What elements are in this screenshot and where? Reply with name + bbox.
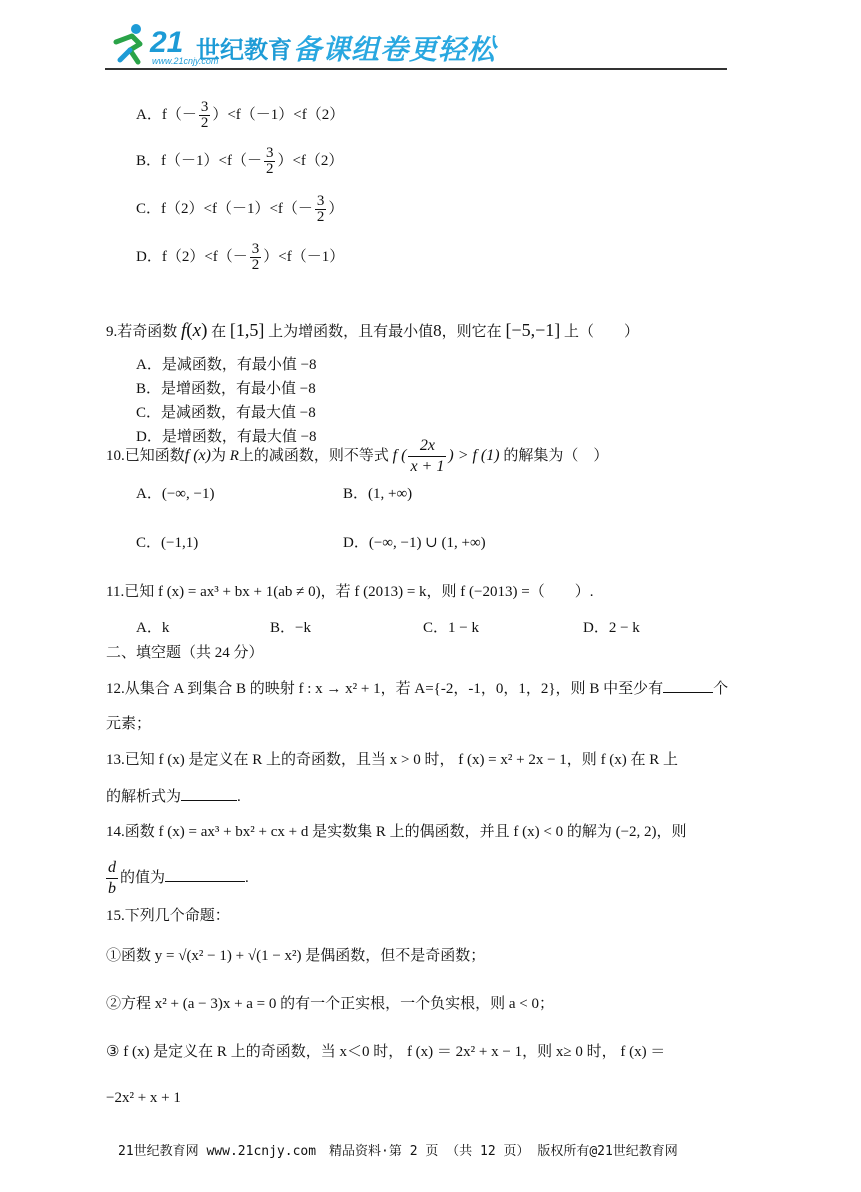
q10-stem: 10.已知函数f (x)为 R上的减函数，则不等式 f ( $\frac{2x}{x + 1}$ ) > f (1) 的解集为（ ） bbox=[106, 437, 609, 476]
section-heading: 二、填空题（共 24 分） bbox=[106, 645, 264, 661]
q9-option-c: C．是减函数，有最大值 −8 bbox=[136, 405, 316, 421]
q12-line2: 元素； bbox=[106, 716, 152, 732]
q11-stem: 11.已知 f (x) = ax³ + bx + 1(ab ≠ 0)，若 f (2013) = k，则 f (−2013) =（ ）. bbox=[106, 584, 594, 600]
runner-logo-icon bbox=[108, 22, 150, 66]
q13-line2: 的解析式为 . bbox=[106, 786, 241, 807]
fraction: $\frac{3}{2}$ bbox=[200, 99, 209, 131]
q9-option-b: B．是增函数，有最小值 −8 bbox=[136, 381, 316, 397]
q11-option-a: A．k bbox=[136, 620, 170, 636]
q9-option-a: A．是减函数，有最小值 −8 bbox=[136, 357, 317, 373]
header-slogan: 备课组卷更轻松 bbox=[293, 33, 497, 66]
q15-item-2: ②方程 x² + (a − 3)x + a = 0 的有一个正实根，一个负实根，则 a < 0； bbox=[106, 996, 555, 1012]
q15-item-1: ①函数 y = √(x² − 1) + √(1 − x²) 是偶函数，但不是奇函数； bbox=[106, 948, 486, 964]
fraction: $\frac{2x}{x + 1}$ bbox=[410, 437, 445, 476]
answer-blank[interactable] bbox=[165, 867, 245, 882]
q13-line1: 13.已知 f (x) 是定义在 R 上的奇函数，且当 x > 0 时， f (x) = x² + 2x − 1，则 f (x) 在 R 上 bbox=[106, 752, 679, 768]
q8-option-a: A．f（－ $\frac{3}{2}$ ）<f（－1）<f（2） bbox=[136, 99, 345, 131]
logo-text: 世纪教育 bbox=[196, 36, 292, 64]
q14-line2: $\frac{d}{b}$ 的值为 . bbox=[108, 859, 249, 898]
q10-option-d: D．(−∞, −1) ∪ (1, +∞) bbox=[343, 535, 486, 551]
logo-number: 21 bbox=[150, 26, 184, 59]
fraction: $\frac{3}{2}$ bbox=[251, 241, 260, 273]
page-footer: 21世纪教育网 www.21cnjy.com 精品资料·第 2 页 （共 12 页） 版权所有@21世纪教育网 bbox=[118, 1144, 678, 1159]
q9-stem: 9.若奇函数 f(x) 在 [1,5] 上为增函数，且有最小值8，则它在 [−5,−1] 上（ ） bbox=[106, 320, 639, 341]
q10-option-c: C．(−1,1) bbox=[136, 535, 199, 551]
q8-option-d: D．f（2）<f（－ $\frac{3}{2}$ ）<f（－1） bbox=[136, 241, 345, 273]
fraction: $\frac{d}{b}$ bbox=[108, 859, 116, 898]
fraction: $\frac{3}{2}$ bbox=[265, 145, 274, 177]
header-divider bbox=[105, 68, 727, 70]
q15-item-3-cont: −2x² + x + 1 bbox=[106, 1090, 181, 1106]
q10-option-b: B．(1, +∞) bbox=[343, 486, 413, 502]
q15-stem: 15.下列几个命题： bbox=[106, 908, 230, 924]
q8-option-b: B．f（－1）<f（－ $\frac{3}{2}$ ）<f（2） bbox=[136, 145, 344, 177]
q11-option-c: C．1 − k bbox=[423, 620, 479, 636]
q15-item-3: ③ f (x) 是定义在 R 上的奇函数，当 x＜0 时， f (x) ＝ 2x² + x − 1，则 x≥ 0 时， f (x) ＝ bbox=[106, 1044, 666, 1060]
logo-url[interactable]: www.21cnjy.com bbox=[152, 56, 219, 66]
q10-option-a: A．(−∞, −1) bbox=[136, 486, 215, 502]
q12-line1: 12.从集合 A 到集合 B 的映射 f : x → x² + 1，若 A={-2，-1，0，1，2}，则 B 中至少有 个 bbox=[106, 678, 728, 699]
q8-option-c: C．f（2）<f（－1）<f（－ $\frac{3}{2}$ ） bbox=[136, 193, 344, 225]
answer-blank[interactable] bbox=[181, 786, 237, 801]
q11-option-b: B．−k bbox=[270, 620, 311, 636]
q9-option-d: D．是增函数，有最大值 −8 bbox=[136, 429, 317, 445]
answer-blank[interactable] bbox=[663, 678, 713, 693]
q11-option-d: D．2 − k bbox=[583, 620, 640, 636]
fraction: $\frac{3}{2}$ bbox=[316, 193, 325, 225]
q14-line1: 14.函数 f (x) = ax³ + bx² + cx + d 是实数集 R 上的偶函数，并且 f (x) < 0 的解为 (−2, 2)，则 bbox=[106, 824, 687, 840]
